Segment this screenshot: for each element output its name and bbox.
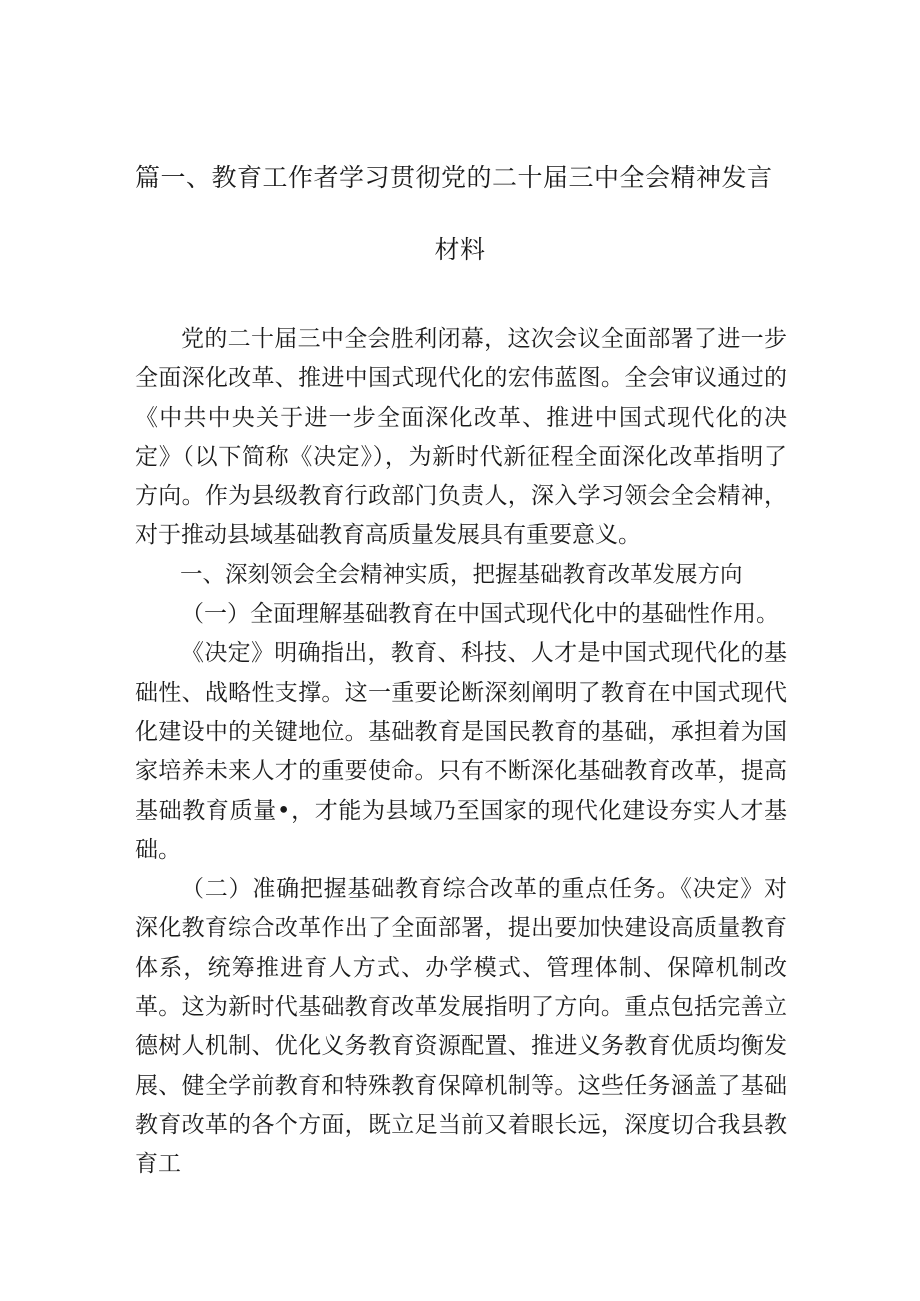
document-title-line-2: 材料 <box>434 235 486 264</box>
body-paragraph-1: 《决定》明确指出，教育、科技、人才是中国式现代化的基础性、战略性支撑。这一重要论断深刻阐明了教育在中国式现代化建设中的关键地位。基础教育是国民教育的基础，承担着为国家培养未来人才的重要使命。只有不断深化基础教育改革，提高基础教育质量•，才能为县域乃至国家的现代化建设夯实人才基础。 <box>135 640 787 863</box>
document-body <box>135 320 787 1185</box>
body-paragraph-intro: 党的二十届三中全会胜利闭幕，这次会议全面部署了进一步全面深化改革、推进中国式现代化的宏伟蓝图。全会审议通过的《中共中央关于进一步全面深化改革、推进中国式现代化的决定》（以下简称《决定》），为新时代新征程全面深化改革指明了方向。作为县级教育行政部门负责人，深入学习领会全会精神，对于推动县域基础教育高质量发展具有重要意义。 <box>135 326 787 549</box>
document-title-line-1: 篇一、教育工作者学习贯彻党的二十届三中全会精神发言 <box>135 163 773 192</box>
body-paragraph-2: （二）准确把握基础教育综合改革的重点任务。《决定》对深化教育综合改革作出了全面部署，提出要加快建设高质量教育体系，统筹推进育人方式、办学模式、管理体制、保障机制改革。这为新时代基础教育改革发展指明了方向。重点包括完善立德树人机制、优化义务教育资源配置、推进义务教育优质均衡发展、健全学前教育和特殊教育保障机制等。这些任务涵盖了基础教育改革的各个方面，既立足当前又着眼长远，深度切合我县教育工 <box>135 876 787 1178</box>
section-heading-1: 一、深刻领会全会精神实质，把握基础教育改革发展方向 <box>180 561 743 588</box>
subsection-heading-1: （一）全面理解基础教育在中国式现代化中的基础性作用。 <box>181 601 779 628</box>
